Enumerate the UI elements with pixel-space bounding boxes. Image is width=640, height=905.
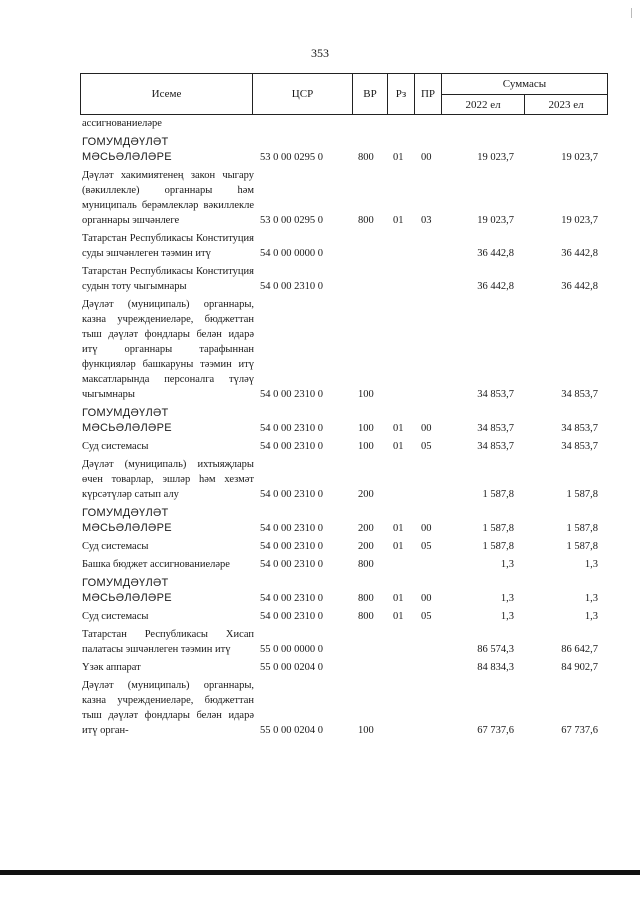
row-sum-2023: 19 023,7 [561, 215, 598, 226]
table-row [80, 506, 608, 536]
row-vr: 100 [358, 423, 374, 434]
row-vr: 800 [358, 152, 374, 163]
row-name: Башка бюджет ассигнованиеләре [82, 559, 230, 570]
table-header [80, 73, 608, 115]
row-values [80, 642, 608, 657]
row-csr: 54 0 00 2310 0 [260, 523, 323, 534]
table-row [80, 406, 608, 436]
header-vr: ВР [352, 73, 388, 115]
table-row [80, 116, 608, 131]
table-row [80, 264, 608, 294]
row-sum-2022: 34 853,7 [477, 423, 514, 434]
page-number: 353 [311, 46, 329, 60]
row-rz: 01 [393, 215, 404, 226]
row-values [80, 723, 608, 738]
row-values [80, 439, 608, 454]
row-vr: 200 [358, 541, 374, 552]
row-name: ассигнованиеләре [82, 118, 162, 129]
row-values [80, 591, 608, 606]
row-values [80, 557, 608, 572]
row-rz: 01 [393, 611, 404, 622]
row-name: Дәүләт (муниципаль) ихтыяҗлары өчен товарлар, эшләр һәм хезмәт күрсәтүләр сатып алу [82, 459, 254, 500]
row-name: Үзәк аппарат [82, 662, 141, 673]
row-name: Татарстан Республикасы Конституция судын тоту чыгымнары [82, 266, 254, 292]
row-vr: 800 [358, 611, 374, 622]
page-bottom-border [0, 870, 640, 875]
scan-mark [631, 8, 632, 18]
row-sum-2022: 36 442,8 [477, 281, 514, 292]
row-csr: 54 0 00 2310 0 [260, 389, 323, 400]
row-pr: 05 [421, 441, 432, 452]
row-name: Суд системасы [82, 441, 149, 452]
header-year-2022: 2022 ел [441, 94, 525, 115]
row-sum-2022: 1,3 [500, 559, 514, 570]
row-sum-2023: 86 642,7 [561, 644, 598, 655]
row-values [80, 521, 608, 536]
row-name: Дәүләт (муниципаль) органнары, казна учреждениеләре, бюджеттан тыш дәүләт фондлары белән идарә итү органнары тарафыннан функцияләр башкаруны тәэмин итү максатларында персоналга түләү чыгымнары [82, 299, 254, 400]
row-csr: 54 0 00 2310 0 [260, 611, 323, 622]
row-rz: 01 [393, 423, 404, 434]
row-values [80, 150, 608, 165]
row-sum-2022: 1 587,8 [482, 489, 514, 500]
row-csr: 54 0 00 2310 0 [260, 559, 323, 570]
row-sum-2022: 1 587,8 [482, 523, 514, 534]
table-row [80, 439, 608, 454]
header-csr: ЦСР [252, 73, 353, 115]
row-pr: 05 [421, 541, 432, 552]
row-values [80, 487, 608, 502]
row-values [80, 539, 608, 554]
row-values [80, 421, 608, 436]
row-pr: 00 [421, 593, 432, 604]
row-csr: 55 0 00 0204 0 [260, 725, 323, 736]
table-row [80, 660, 608, 675]
row-vr: 200 [358, 489, 374, 500]
row-sum-2023: 67 737,6 [561, 725, 598, 736]
row-name: ГОМУМДӘҮЛӘТ МӘСЬӘЛӘЛӘРЕ [82, 507, 172, 534]
row-values [80, 116, 608, 131]
table-row [80, 231, 608, 261]
row-values [80, 246, 608, 261]
header-rz: Рз [387, 73, 415, 115]
row-rz: 01 [393, 152, 404, 163]
row-pr: 05 [421, 611, 432, 622]
table-row [80, 627, 608, 657]
row-vr: 800 [358, 593, 374, 604]
row-csr: 54 0 00 0000 0 [260, 248, 323, 259]
row-values [80, 213, 608, 228]
row-sum-2022: 1 587,8 [482, 541, 514, 552]
header-name: Исеме [80, 73, 253, 115]
table-row [80, 457, 608, 502]
header-year-2023: 2023 ел [524, 94, 608, 115]
row-values [80, 279, 608, 294]
row-sum-2022: 34 853,7 [477, 389, 514, 400]
row-rz: 01 [393, 541, 404, 552]
table-row [80, 539, 608, 554]
row-csr: 54 0 00 2310 0 [260, 541, 323, 552]
row-pr: 03 [421, 215, 432, 226]
row-name: ГОМУМДӘҮЛӘТ МӘСЬӘЛӘЛӘРЕ [82, 136, 172, 163]
table-row [80, 168, 608, 228]
row-vr: 100 [358, 389, 374, 400]
row-csr: 55 0 00 0204 0 [260, 662, 323, 673]
row-sum-2023: 1,3 [584, 593, 598, 604]
row-rz: 01 [393, 523, 404, 534]
row-values [80, 387, 608, 402]
row-name: Татарстан Республикасы Конституция суды эшчәнлеген тәэмин итү [82, 233, 254, 259]
row-sum-2023: 36 442,8 [561, 248, 598, 259]
row-sum-2023: 1 587,8 [566, 541, 598, 552]
row-sum-2023: 36 442,8 [561, 281, 598, 292]
row-name: ГОМУМДӘҮЛӘТ МӘСЬӘЛӘЛӘРЕ [82, 407, 172, 434]
row-sum-2023: 1,3 [584, 611, 598, 622]
row-pr: 00 [421, 423, 432, 434]
row-sum-2022: 1,3 [500, 593, 514, 604]
row-pr: 00 [421, 152, 432, 163]
row-rz: 01 [393, 441, 404, 452]
row-csr: 54 0 00 2310 0 [260, 593, 323, 604]
table-row [80, 576, 608, 606]
table-row [80, 557, 608, 572]
table-row [80, 678, 608, 738]
row-sum-2023: 1,3 [584, 559, 598, 570]
row-vr: 200 [358, 523, 374, 534]
row-name: Суд системасы [82, 611, 149, 622]
row-name: ГОМУМДӘҮЛӘТ МӘСЬӘЛӘЛӘРЕ [82, 577, 172, 604]
table-body [80, 116, 608, 738]
header-sums: Суммасы [441, 73, 608, 95]
row-sum-2023: 34 853,7 [561, 389, 598, 400]
row-values [80, 609, 608, 624]
row-pr: 00 [421, 523, 432, 534]
row-vr: 800 [358, 215, 374, 226]
row-sum-2022: 36 442,8 [477, 248, 514, 259]
row-name: Дәүләт хакимиятенең закон чыгару (вәкиллекле) органнары һәм муниципаль берәмлекләр вәкиллекле органнары эшчәнлеге [82, 170, 254, 226]
row-name: Татарстан Республикасы Хисап палатасы эшчәнлеген тәэмин итү [82, 629, 254, 655]
row-sum-2022: 19 023,7 [477, 152, 514, 163]
row-csr: 55 0 00 0000 0 [260, 644, 323, 655]
row-sum-2022: 19 023,7 [477, 215, 514, 226]
row-vr: 800 [358, 559, 374, 570]
row-sum-2022: 1,3 [500, 611, 514, 622]
row-sum-2023: 1 587,8 [566, 523, 598, 534]
row-sum-2023: 1 587,8 [566, 489, 598, 500]
row-sum-2023: 84 902,7 [561, 662, 598, 673]
row-csr: 54 0 00 2310 0 [260, 281, 323, 292]
row-csr: 54 0 00 2310 0 [260, 423, 323, 434]
row-sum-2022: 84 834,3 [477, 662, 514, 673]
row-sum-2022: 34 853,7 [477, 441, 514, 452]
row-sum-2023: 34 853,7 [561, 441, 598, 452]
row-sum-2023: 19 023,7 [561, 152, 598, 163]
row-rz: 01 [393, 593, 404, 604]
row-vr: 100 [358, 725, 374, 736]
row-csr: 54 0 00 2310 0 [260, 441, 323, 452]
row-name: Дәүләт (муниципаль) органнары, казна учреждениеләре, бюджеттан тыш дәүләт фондлары белән идарә итү орган- [82, 680, 254, 736]
row-sum-2022: 67 737,6 [477, 725, 514, 736]
header-pr: ПР [414, 73, 442, 115]
table-row [80, 297, 608, 402]
row-values [80, 660, 608, 675]
row-csr: 53 0 00 0295 0 [260, 152, 323, 163]
row-vr: 100 [358, 441, 374, 452]
row-sum-2022: 86 574,3 [477, 644, 514, 655]
row-name: Суд системасы [82, 541, 149, 552]
table-row [80, 609, 608, 624]
row-sum-2023: 34 853,7 [561, 423, 598, 434]
row-csr: 53 0 00 0295 0 [260, 215, 323, 226]
table-row [80, 135, 608, 165]
row-csr: 54 0 00 2310 0 [260, 489, 323, 500]
